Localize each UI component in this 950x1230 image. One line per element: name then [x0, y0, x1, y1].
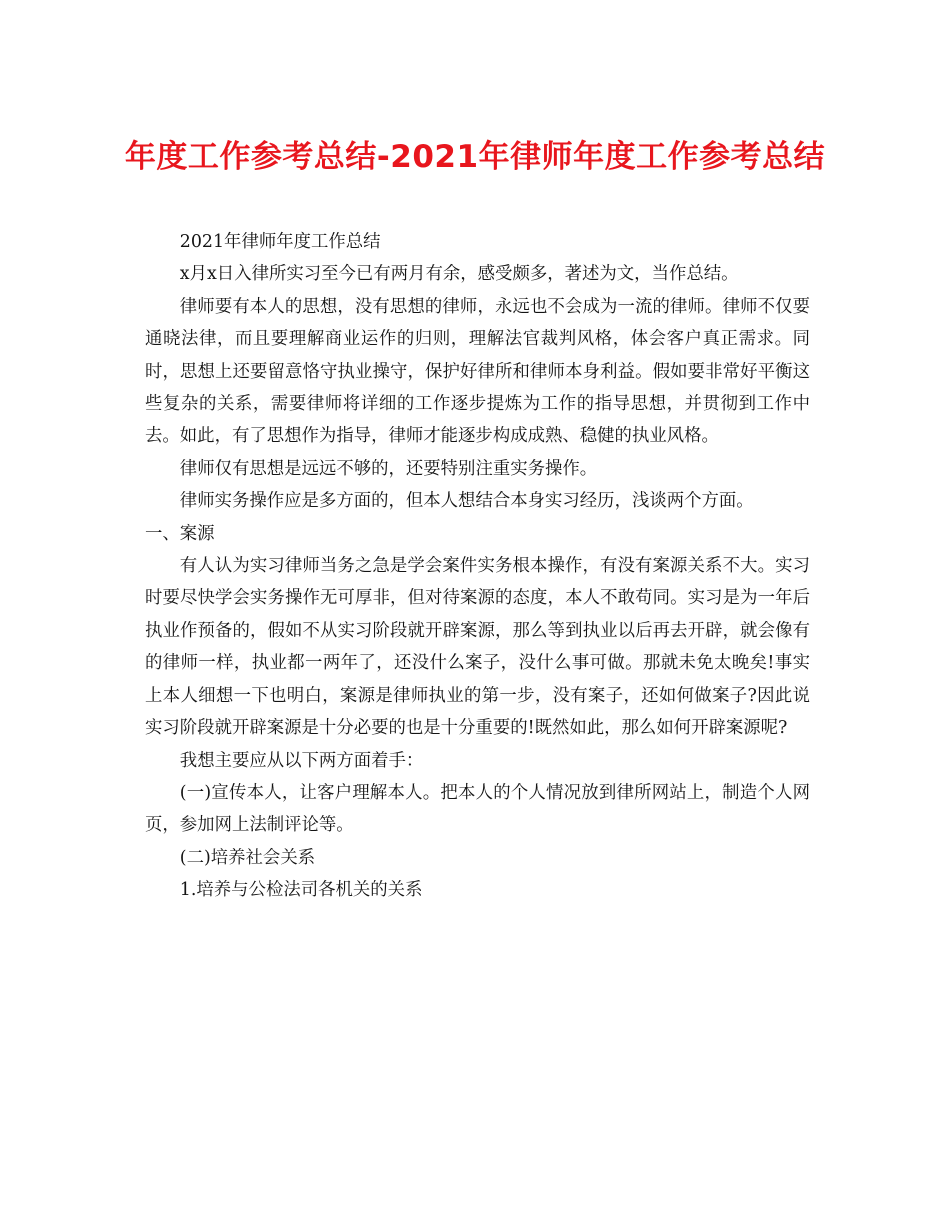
document-body: [145, 226, 810, 907]
paragraph-agency-relations: 1.培养与公检法司各机关的关系: [179, 880, 423, 901]
paragraph-social-relations: (二)培养社会关系: [179, 847, 316, 868]
paragraph-practice: 律师仅有思想是远远不够的，还要特别注重实务操作。: [179, 458, 598, 479]
section-heading-case-source: 一、案源: [145, 523, 215, 544]
paragraph-practice-aspects: 律师实务操作应是多方面的，但本人想结合本身实习经历，浅谈两个方面。: [179, 491, 754, 512]
document-title: 年度工作参考总结-2021年律师年度工作参考总结: [124, 139, 826, 175]
paragraph-heading-line: 2021年律师年度工作总结: [179, 232, 381, 252]
paragraph-thinking: 律师要有本人的思想，没有思想的律师，永远也不会成为一流的律师。律师不仅要通晓法律，而且要理解商业运作的归则，理解法官裁判风格，体会客户真正需求。同时，思想上还要留意恪守执业操守，保护好律所和律师本身利益。假如要非常好平衡这些复杂的关系，需要律师将详细的工作逐步提炼为工作的指导思想，并贯彻到工作中去。如此，有了思想作为指导，律师才能逐步构成成熟、稳健的执业风格。: [145, 296, 810, 447]
paragraph-self-promotion: (一)宣传本人，让客户理解本人。把本人的个人情况放到律所网站上，制造个人网页，参加网上法制评论等。: [145, 782, 810, 836]
paragraph-case-source: 有人认为实习律师当务之急是学会案件实务根本操作，有没有案源关系不大。实习时要尽快学会实务操作无可厚非，但对待案源的态度，本人不敢苟同。实习是为一年后执业作预备的，假如不从实习阶段就开辟案源，那么等到执业以后再去开辟，就会像有的律师一样，执业都一两年了，还没什么案子，没什么事可做。那就未免太晚矣!事实上本人细想一下也明白，案源是律师执业的第一步，没有案子，还如何做案子?因此说实习阶段就开辟案源是十分必要的也是十分重要的!既然如此，那么如何开辟案源呢?: [145, 556, 810, 739]
paragraph-two-aspects: 我想主要应从以下两方面着手：: [179, 750, 424, 771]
paragraph-intro: x月x日入律所实习至今已有两月有余，感受颇多，著述为文，当作总结。: [179, 264, 739, 285]
